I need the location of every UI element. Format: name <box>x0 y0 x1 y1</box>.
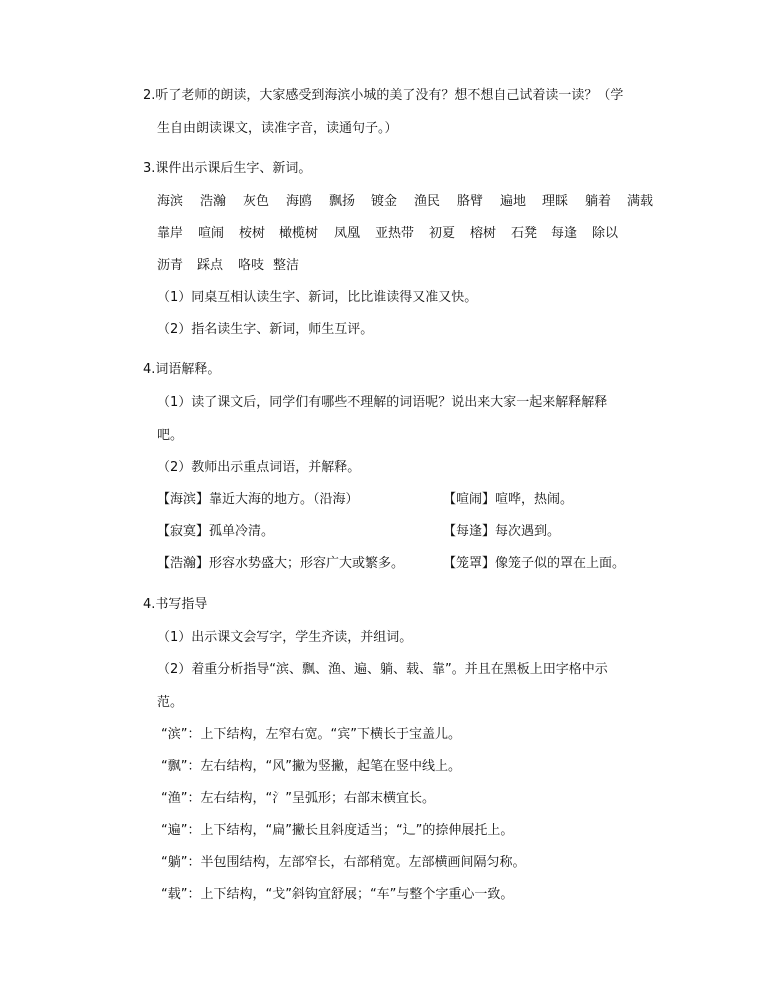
char-guide-yu: “渔”：左右结构，“氵”呈弧形；右部末横宜长。 <box>161 791 435 806</box>
section3-heading: 3.课件出示课后生字、新词。 <box>143 161 312 176</box>
vocab-word: 凤凰 <box>334 226 361 241</box>
definition-left: 【浩瀚】形容水势盛大；形容广大或繁多。 <box>157 556 405 571</box>
vocab-word: 浩瀚 <box>200 194 227 209</box>
vocab-word: 海滨 <box>157 194 184 209</box>
section4a-step1-line1: （1）读了课文后，同学们有哪些不理解的词语呢？说出来大家一起来解释解释 <box>157 395 608 410</box>
vocab-word: 飘扬 <box>329 194 356 209</box>
section4a-heading: 4.词语解释。 <box>143 362 221 377</box>
section4b-heading: 4.书写指导 <box>143 597 208 612</box>
section4b-step1: （1）出示课文会写字，学生齐读，并组词。 <box>157 630 413 645</box>
vocab-word: 橄榄树 <box>279 226 319 241</box>
char-guide-bin: “滨”：上下结构，左窄右宽。“宾”下横长于宝盖儿。 <box>161 727 461 742</box>
vocab-word: 满载 <box>627 194 654 209</box>
definition-right: 【喧闹】喧哗，热闹。 <box>443 492 574 507</box>
section4a-step2: （2）教师出示重点词语，并解释。 <box>157 460 361 475</box>
section3-step2: （2）指名读生字、新词，师生互评。 <box>157 322 374 337</box>
section2-line2: 生自由朗读课文，读准字音，读通句子。） <box>157 121 398 136</box>
section4b-step2-line2: 范。 <box>157 695 184 710</box>
vocab-word: 海鸥 <box>286 194 313 209</box>
vocab-word: 石凳 <box>511 226 538 241</box>
definition-left: 【海滨】靠近大海的地方。（沿海） <box>157 492 359 507</box>
section2-line1: 2.听了老师的朗读，大家感受到海滨小城的美了没有？想不想自己试着读一读？（学 <box>143 88 624 103</box>
vocab-word: 整洁 <box>273 258 300 273</box>
vocab-word: 喧闹 <box>198 226 225 241</box>
vocab-word: 每逢 <box>551 226 578 241</box>
vocab-word: 亚热带 <box>375 226 415 241</box>
section4b-step2-line1: （2）着重分析指导“滨、飘、渔、遍、躺、载、靠”。并且在黑板上田字格中示 <box>157 662 608 677</box>
vocab-word: 灰色 <box>243 194 270 209</box>
vocab-word: 遍地 <box>500 194 527 209</box>
definition-right: 【笼罩】像笼子似的罩在上面。 <box>443 556 626 571</box>
vocab-word: 靠岸 <box>157 226 184 241</box>
vocab-word: 沥青 <box>157 258 184 273</box>
section4a-step1-line2: 吧。 <box>157 428 184 443</box>
char-guide-piao: “飘”：左右结构，“风”撇为竖撇，起笔在竖中线上。 <box>161 759 461 774</box>
char-guide-bian: “遍”：上下结构，“扁”撇长且斜度适当；“辶”的捺伸展托上。 <box>161 823 514 838</box>
char-guide-tang: “躺”：半包围结构，左部窄长，右部稍宽。左部横画间隔匀称。 <box>161 855 526 870</box>
vocab-word: 除以 <box>592 226 619 241</box>
vocab-word: 理睬 <box>542 194 569 209</box>
vocab-word: 躺着 <box>585 194 612 209</box>
vocab-word: 渔民 <box>414 194 441 209</box>
vocab-word: 胳臂 <box>457 194 484 209</box>
vocab-word: 咯吱 <box>238 258 265 273</box>
section3-step1: （1）同桌互相认读生字、新词，比比谁读得又准又快。 <box>157 290 478 305</box>
vocab-word: 榕树 <box>470 226 497 241</box>
definition-left: 【寂寞】孤单冷清。 <box>157 524 275 539</box>
vocab-word: 镀金 <box>371 194 398 209</box>
char-guide-zai: “载”：上下结构，“戈”斜钩宜舒展；“车”与整个字重心一致。 <box>161 887 514 902</box>
vocab-word: 踩点 <box>197 258 224 273</box>
vocab-word: 初夏 <box>429 226 456 241</box>
vocab-word: 桉树 <box>239 226 266 241</box>
definition-right: 【每逢】每次遇到。 <box>443 524 561 539</box>
